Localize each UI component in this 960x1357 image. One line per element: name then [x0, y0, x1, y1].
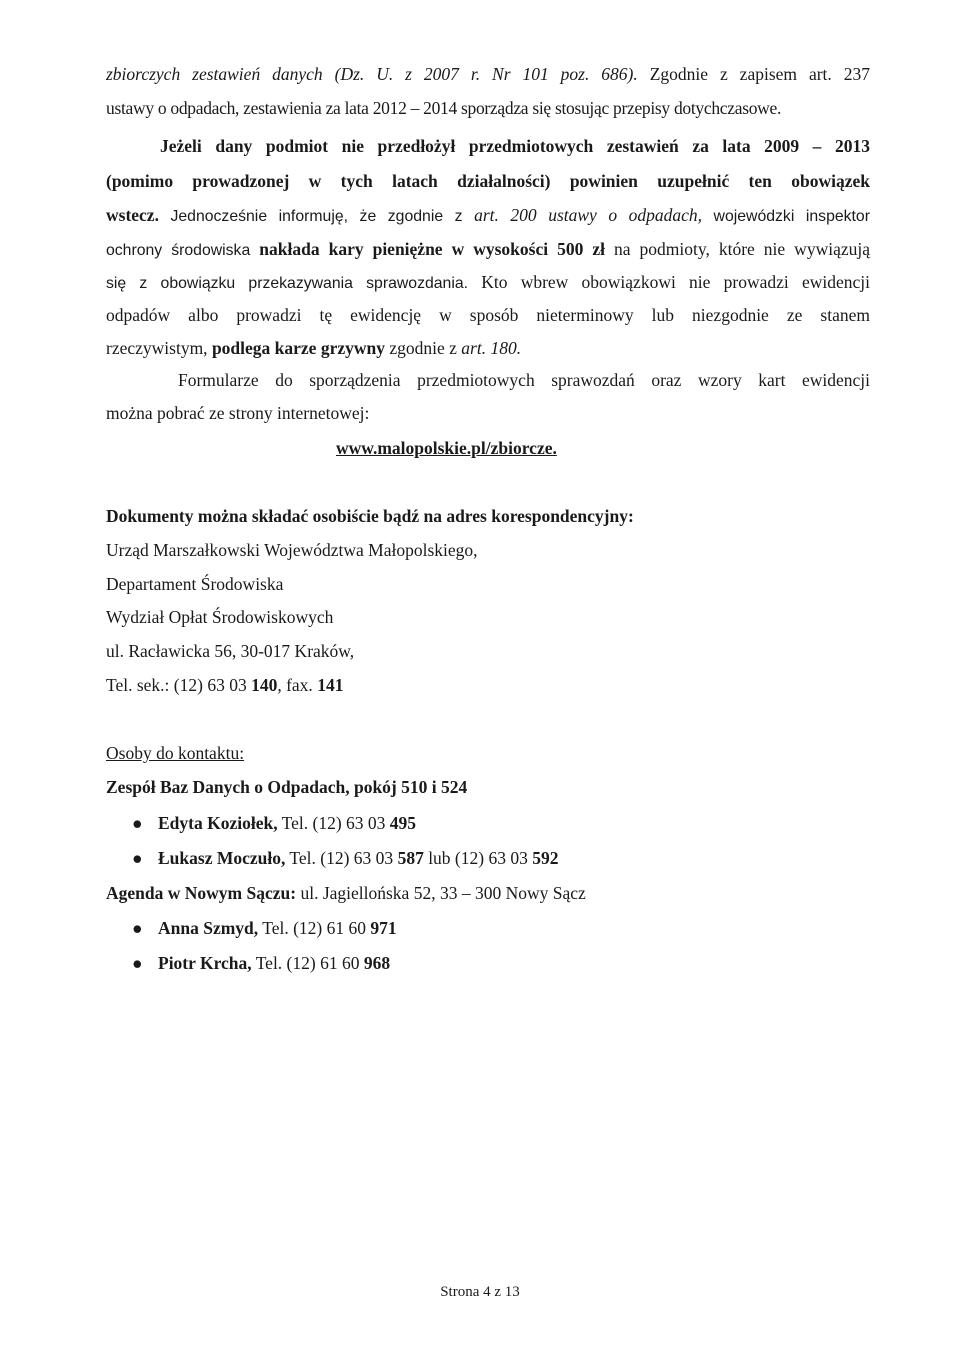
- penalty-text: podlega karze grzywny: [211, 338, 385, 358]
- contact-name: Łukasz Moczuło,: [158, 848, 286, 868]
- text-span: Wydział Opłat Środowiskowych: [106, 607, 334, 627]
- address-line: [106, 540, 478, 561]
- penalty-text: nakłada kary pieniężne w wysokości 500 zł: [259, 239, 605, 259]
- text-span: ul. Jagiellońska 52, 33 – 300 Nowy Sącz: [296, 883, 586, 903]
- phone-extension: 140: [251, 675, 278, 695]
- text-span: odpadów albo prowadzi tę ewidencję w sposób nieterminowy lub niezgodnie ze stanem: [106, 305, 870, 325]
- list-item: [132, 848, 558, 869]
- text-span: Kto wbrew obowiązkowi nie prowadzi ewidencji: [468, 272, 870, 292]
- text-span: ustawy o odpadach, zestawienia za lata 2012 – 2014 sporządza się stosując przepisy dotychczasowe.: [106, 98, 782, 118]
- text-span: wstecz.: [106, 205, 159, 225]
- text-line: [106, 305, 870, 326]
- text-span: ochrony środowiska: [106, 242, 260, 259]
- contact-name: Piotr Krcha,: [158, 953, 252, 973]
- text-span: Strona 4 z 13: [440, 1284, 520, 1300]
- text-span: Tel. (12) 63 03: [277, 813, 390, 833]
- bullet-icon: ●: [132, 918, 143, 938]
- text-span: można pobrać ze strony internetowej:: [106, 403, 370, 423]
- text-span: Tel. (12) 63 03: [285, 848, 398, 868]
- text-line: [106, 136, 870, 157]
- text-span: Tel. sek.: (12) 63 03: [106, 675, 252, 695]
- phone-extension: 587: [397, 848, 424, 868]
- contacts-heading: [106, 743, 244, 764]
- agenda-line: [106, 883, 586, 904]
- bullet-icon: ●: [132, 953, 143, 973]
- text-span: Formularze do sporządzenia przedmiotowych sprawozdań oraz wzory kart ewidencji: [178, 370, 870, 390]
- text-span: na podmioty, które nie wywiązują: [604, 239, 870, 259]
- website-link[interactable]: [336, 438, 557, 459]
- address-line: [106, 607, 333, 628]
- text-span: Urząd Marszałkowski Województwa Małopolskiego,: [106, 540, 478, 560]
- text-span: Jednocześnie informuję, że zgodnie z: [158, 208, 475, 225]
- citation-italic: art. 200 ustawy o odpadach,: [474, 205, 703, 225]
- text-line: [106, 338, 870, 359]
- text-span: (pomimo prowadzonej w tych latach działalności) powinien uzupełnić ten obowiązek: [106, 171, 870, 191]
- contact-name: Edyta Koziołek,: [158, 813, 278, 833]
- text-span: rzeczywistym,: [106, 338, 212, 358]
- text-line: [106, 205, 870, 226]
- list-item: [132, 918, 397, 939]
- phone-extension: 592: [532, 848, 559, 868]
- text-span: zgodnie z: [384, 338, 462, 358]
- phone-line: [106, 675, 343, 696]
- list-item: [132, 813, 416, 834]
- team-heading: [106, 777, 467, 798]
- page-number: [0, 1284, 960, 1301]
- text-line: [106, 272, 870, 293]
- text-span: ul. Racławicka 56, 30-017 Kraków,: [106, 641, 355, 661]
- phone-extension: 968: [363, 953, 391, 973]
- text-span: Agenda w Nowym Sączu:: [106, 883, 297, 903]
- heading-text: Dokumenty można składać osobiście bądź na adres korespondencyjny:: [106, 506, 634, 526]
- phone-extension: 971: [370, 918, 397, 938]
- bullet-icon: ●: [132, 813, 143, 833]
- citation-italic: art. 180.: [461, 338, 522, 358]
- list-item: [132, 953, 390, 974]
- text-line: [106, 98, 870, 119]
- fax-extension: 141: [317, 675, 344, 695]
- address-heading: [106, 506, 634, 527]
- text-line: [106, 64, 870, 85]
- text-span: wojewódzki inspektor: [702, 208, 870, 225]
- address-line: [106, 574, 283, 595]
- citation-italic: zbiorczych zestawień danych (Dz. U. z 2007 r. Nr 101 poz. 686).: [106, 64, 638, 84]
- phone-extension: 495: [389, 813, 417, 833]
- text-line: [106, 403, 870, 424]
- link-text: www.malopolskie.pl/zbiorcze.: [336, 438, 557, 458]
- address-line: [106, 641, 354, 662]
- contact-name: Anna Szmyd,: [158, 918, 259, 938]
- text-span: Tel. (12) 61 60: [251, 953, 364, 973]
- text-span: Tel. (12) 61 60: [258, 918, 371, 938]
- text-line: [106, 370, 870, 391]
- text-span: Zgodnie z zapisem art. 237: [637, 64, 870, 84]
- text-span: Jeżeli dany podmiot nie przedłożył przedmiotowych zestawień za lata 2009 – 2013: [160, 136, 870, 156]
- text-line: [106, 171, 870, 192]
- bullet-icon: ●: [132, 848, 143, 868]
- heading-text: Osoby do kontaktu:: [106, 743, 245, 763]
- heading-text: Zespół Baz Danych o Odpadach, pokój 510 i 524: [106, 777, 468, 797]
- text-line: [106, 239, 870, 260]
- text-span: Departament Środowiska: [106, 574, 284, 594]
- text-span: lub (12) 63 03: [423, 848, 533, 868]
- text-span: , fax.: [277, 675, 318, 695]
- text-span: się z obowiązku przekazywania sprawozdania.: [106, 275, 469, 292]
